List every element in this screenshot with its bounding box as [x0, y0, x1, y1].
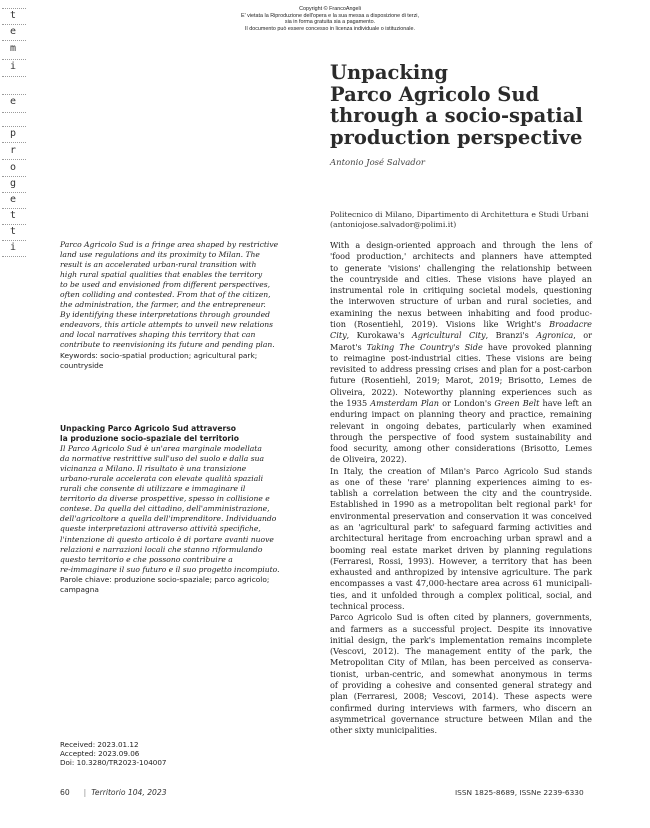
body-line: future (Rosentiehl, 2019; Marot, 2019; Brisotto, Lemes de	[330, 375, 592, 386]
abstract-line: result is an accelerated urban-rural transition with	[60, 260, 257, 270]
sidebar-letter: t	[9, 10, 17, 21]
sidebar-letter: o	[9, 162, 17, 173]
abstract-line: and local narratives shaping this territory that can	[60, 330, 256, 340]
abstract-line: relazioni e narrazioni locali che stanno riformulando	[60, 544, 263, 554]
body-line: relevant in ongoing debates, particularly when examined	[330, 420, 592, 431]
copyright-line: Il documento può essere concesso in licenza individuale o istituzionale.	[245, 26, 415, 33]
page-footer	[60, 788, 167, 797]
sidebar-divider	[2, 112, 26, 113]
sidebar-letter: e	[9, 26, 17, 37]
abstract-line: By identifying these interpretations through grounded	[60, 310, 270, 320]
journal-name: Territorio 104, 2023	[91, 788, 167, 797]
abstract-line: contribute to reenvisioning its future and pending plan.	[60, 340, 275, 350]
italian-title-line: la produzione socio-spaziale del territorio	[60, 434, 240, 444]
article-title	[330, 62, 620, 148]
abstract-line: often colliding and contested. From that of the citizen,	[60, 290, 271, 300]
abstract-line: re-immaginare il suo futuro e il suo progetto incompiuto.	[60, 564, 280, 574]
body-line: ties, and it unfolded through a complex political, social, and	[330, 589, 592, 600]
body-text	[330, 240, 592, 736]
body-line: tablish a correlation between the city and the countryside.	[330, 488, 592, 499]
body-line: In Italy, the creation of Milan's Parco Agricolo Sud stands	[330, 465, 592, 476]
copyright-line: E' vietata la Riproduzione dell'opera e la sua messa a disposizione di terzi,	[241, 12, 419, 19]
body-line: booming real estate market driven by planning regulations	[330, 544, 592, 555]
sidebar-divider	[2, 24, 26, 25]
keywords-line: Keywords: socio-spatial production; agricultural park;	[60, 350, 258, 360]
body-line: confirmed during interviews with farmers, who discern an	[330, 702, 592, 713]
body-line: Oliveira, 2022). Noteworthy planning experiences such as	[330, 386, 592, 397]
abstract-line: queste interpretazioni attraverso attività specifiche,	[60, 524, 261, 534]
sidebar-letter: g	[9, 178, 17, 189]
title-line: through a socio-spatial	[330, 104, 583, 127]
abstract-line: to be used and envisioned from different perspectives,	[60, 280, 271, 290]
body-line: to generate 'visions' challenging the relationship between	[330, 262, 592, 273]
abstract-italian	[60, 424, 310, 595]
body-line: tion (Rosentiehl, 2019). Visions like Wright's Broadacre	[330, 318, 592, 329]
abstract-line: questo territorio e che possono contribuire a	[60, 554, 233, 564]
body-line: (Vescovi, 2012). The management entity of the park, the	[330, 646, 592, 657]
sidebar-divider	[2, 176, 26, 177]
body-line: With a design-oriented approach and through the lens of	[330, 240, 592, 250]
body-line: (Ferraresi, Rossi, 1993). However, a territory that has been	[330, 555, 592, 566]
affiliation-line: (antoniojose.salvador@polimi.it)	[330, 220, 457, 229]
body-line: of providing a cohesive and consented general strategy and	[330, 679, 592, 690]
keywords-line: Parole chiave: produzione socio-spaziale; parco agricolo;	[60, 574, 270, 584]
sidebar-letter: m	[9, 43, 17, 54]
body-line: Marot's Taking The Country's Side have provoked planning	[330, 341, 592, 352]
abstract-line: the administration, the farmer, and the entrepreneur.	[60, 300, 266, 310]
body-line: food security, among other considerations (Brisotto, Lemes	[330, 443, 592, 454]
body-line: instrumental role in critiquing societal models, questioning	[330, 285, 592, 296]
body-line: plan (Ferraresi, 2008; Vescovi, 2014). These aspects were	[330, 691, 592, 702]
sidebar-letter: e	[9, 194, 17, 205]
abstract-line: high rural spatial qualities that enables the territory	[60, 270, 263, 280]
received-date: Received: 2023.01.12	[60, 740, 139, 749]
body-line: as one of these 'rare' planning experiences aiming to es-	[330, 476, 592, 487]
body-line: the interwoven structure of urban and rural societies, and	[330, 296, 592, 307]
body-line: Established in 1990 as a metropolitan belt regional park¹ for	[330, 499, 592, 510]
sidebar-divider	[2, 240, 26, 241]
body-line: exhausted and anthropized by intensive agriculture. The park	[330, 567, 592, 578]
sidebar-letter: e	[9, 96, 17, 107]
author-name: Antonio José Salvador	[330, 158, 425, 168]
body-line: 'food production,' architects and planners have attempted	[330, 251, 592, 262]
sidebar-letter: t	[9, 226, 17, 237]
body-line: examining the nexus between inhabiting and food produc-	[330, 307, 592, 318]
sidebar-divider	[2, 8, 26, 9]
body-line: asymmetrical governance structure between Milan and the	[330, 713, 592, 724]
body-line: initial design, the park's implementation remains incomplete	[330, 634, 592, 645]
sidebar-letter: i	[9, 242, 17, 253]
body-line: as an 'agricultural park' to safeguard farming activities and	[330, 522, 592, 533]
abstract-line: endeavors, this article attempts to unveil new relations	[60, 320, 274, 330]
body-line: de Oliveira, 2022).	[330, 454, 407, 465]
italian-title-line: Unpacking Parco Agricolo Sud attraverso	[60, 424, 236, 433]
body-line: architectural heritage from encroaching urban sprawl and a	[330, 533, 592, 544]
body-line: Metropolitan City of Milan, has been perceived as conserva-	[330, 657, 592, 668]
title-line: production perspective	[330, 125, 583, 149]
sidebar-letter: r	[9, 145, 17, 156]
body-line: the 1935 Amsterdam Plan or London's Green Belt have left an	[330, 397, 592, 408]
sidebar-divider	[2, 59, 26, 60]
doi[interactable]: Doi: 10.3280/TR2023-104007	[60, 757, 167, 767]
sidebar-divider	[2, 142, 26, 143]
sidebar-divider	[2, 40, 26, 41]
body-line: environmental preservation and conservation it was conceived	[330, 510, 592, 521]
abstract-line: l'intenzione di questo articolo è di portare avanti nuove	[60, 534, 274, 544]
body-line: technical process.	[330, 601, 405, 611]
abstract-line: rurali che consente di utilizzare e immaginare il	[60, 484, 246, 494]
keywords-line: countryside	[60, 360, 104, 370]
abstract-english	[60, 240, 310, 371]
affiliation-line: Politecnico di Milano, Dipartimento di Architettura e Studi Urbani	[330, 210, 589, 219]
abstract-line: da normative restrittive sull'uso del suolo e dalla sua	[60, 454, 265, 464]
sidebar-divider	[2, 208, 26, 209]
sidebar-divider	[2, 224, 26, 225]
body-line: tionist, urban-centric, and somewhat anonymous in terms	[330, 668, 592, 679]
issn: ISSN 1825-8689, ISSNe 2239-6330	[455, 788, 584, 797]
body-line: Parco Agricolo Sud is often cited by planners, governments,	[330, 612, 592, 623]
sidebar-divider	[2, 192, 26, 193]
body-line: and farmers as a successful project. Despite its innovative	[330, 623, 592, 634]
abstract-line: contese. Da quella del cittadino, dell'amministrazione,	[60, 504, 270, 514]
body-line: other sixty municipalities.	[330, 725, 438, 736]
body-line: revisited to address pressing crises and plan for a post-carbon	[330, 364, 592, 375]
abstract-line: urbano-rurale accelerata con elevate qualità spaziali	[60, 474, 264, 484]
article-dates	[60, 741, 167, 767]
sidebar-letter: t	[9, 210, 17, 221]
body-line: encompasses a vast 47,000-hectare area across 61 municipali-	[330, 578, 592, 589]
title-line: Parco Agricolo Sud	[330, 82, 540, 106]
body-line: through the perspective of food system sustainability and	[330, 431, 592, 442]
sidebar-divider	[2, 256, 26, 257]
copyright-line: Copyright © FrancoAngeli	[299, 6, 361, 12]
abstract-line: vicinanza a Milano. Il risultato è una transizione	[60, 464, 247, 474]
copyright-line: sia in forma gratuita sia a pagamento.	[284, 19, 376, 26]
sidebar-divider	[2, 126, 26, 127]
copyright-notice	[200, 6, 460, 33]
body-line: the countryside and cities. These visions have played an	[330, 273, 592, 284]
body-line: enduring impact on planning theory and practice, remaining	[330, 409, 592, 420]
abstract-line: dell'agricoltore a quella dell'imprenditore. Individuando	[60, 514, 277, 524]
sidebar-divider	[2, 76, 26, 77]
abstract-line: land use regulations and its proximity to Milan. The	[60, 250, 260, 260]
section-sidebar	[0, 8, 28, 258]
sidebar-letter: i	[9, 61, 17, 72]
abstract-line: territorio da diverse prospettive, spesso in collisione e	[60, 494, 270, 504]
body-line: City, Kurokawa's Agricultural City, Branzi's Agronica, or	[330, 330, 592, 341]
keywords-line: campagna	[60, 584, 99, 594]
footer-separator: |	[83, 788, 87, 797]
abstract-line: Il Parco Agricolo Sud è un'area marginale modellata	[60, 444, 262, 454]
page-number: 60	[60, 788, 70, 797]
body-line: to reimagine post-industrial cities. These visions are being	[330, 352, 592, 363]
accepted-date: Accepted: 2023.09.06	[60, 748, 140, 758]
sidebar-divider	[2, 94, 26, 95]
abstract-line: Parco Agricolo Sud is a fringe area shaped by restrictive	[60, 240, 279, 249]
author-affiliation	[330, 210, 589, 230]
sidebar-letter: p	[9, 128, 17, 139]
title-line: Unpacking	[330, 61, 449, 84]
sidebar-divider	[2, 159, 26, 160]
